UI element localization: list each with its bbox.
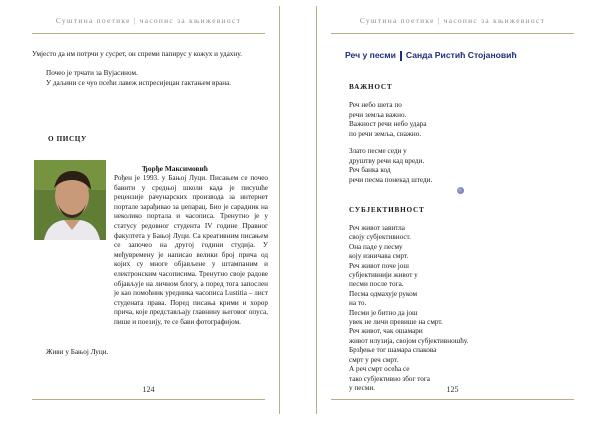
left-page (18, 6, 280, 414)
poem-line: Она паде у песму (349, 242, 403, 251)
poem-line: Реч живот поче још (349, 261, 409, 270)
intro-line-3: У даљини се чуо псећи лавеж испресијецан гактањем врана. (46, 79, 232, 87)
poem-title-text: Реч у песми (345, 50, 396, 60)
author-portrait-icon (34, 160, 106, 240)
closing-line: Живи у Бањој Луци. (46, 348, 109, 356)
author-bio-wrap (114, 174, 268, 326)
poem-line: Реч живот завитла (349, 224, 405, 232)
stanza-3 (349, 224, 468, 393)
poem-line: по речи земља, снажно. (349, 129, 422, 138)
poem-line: тако субјективно због тога (349, 374, 431, 383)
left-header-rule (32, 33, 265, 34)
stanza-1 (349, 101, 426, 139)
right-footer-rule (331, 399, 574, 400)
poem-line: у песми. (349, 383, 375, 392)
right-page (316, 6, 588, 414)
intro-line-2: Почео је трчати за Вујасином. (46, 69, 138, 77)
ornament-dot-icon (457, 187, 464, 194)
poem-line: Важност речи небо удара (349, 120, 427, 128)
poem-line: смрт у реч смрт. (349, 355, 399, 364)
author-name: Ђорђе Максимовић (142, 164, 208, 173)
author-photo (34, 160, 106, 240)
poem-line: друштву речи кад вреди. (349, 156, 425, 165)
section-importance-title: ВАЖНОСТ (349, 83, 393, 91)
stanza-2 (349, 147, 432, 185)
right-page-header: Суштина поетике | часопис за књижевност (359, 16, 546, 25)
poem-line: коју изничава смрт. (349, 252, 409, 261)
poem-line: Брзђење тог шамара спакова (349, 346, 437, 355)
poem-line: Реч живот, чак ошамари (349, 327, 423, 336)
poem-line: увек не личи превише на смрт. (349, 318, 443, 327)
poem-line: на то. (349, 299, 367, 308)
poem-line: Злато песме седи у (349, 147, 407, 155)
poem-line: Песма одмахује руком (349, 289, 418, 298)
right-header-rule (331, 33, 574, 34)
about-author-heading: О ПИСЦУ (48, 135, 87, 143)
section-subjectivity-title: СУБЈЕКТИВНОСТ (349, 206, 425, 214)
left-page-number: 124 (142, 385, 155, 394)
author-bio: Рођен је 1993. у Бањој Луци. Писањем се почео бавити у средњој школи када је писушће рецензије рачунарских производа за интернет портале зарађивао за џепарац. Био је сарадник на неколико портала и часописа. Тренутно је у статусу редовног студента IV године Правног факултета у Бањој Луци. Са креативним писањем се започео на другој години студија. У међувремену је написао велики број прича од којих су многе објављене у штампаним и електронским часописима. Тренутно своје радове објављује на личном блогу, а поред тога запослен је као помоћник уредника часописа Lustitia – лист студената права. Поред писања крими и хорор прича, које представљају главнину његовог опуса, пише и поезију, те се бави фотографијом. (114, 174, 268, 326)
poem-title (345, 50, 517, 61)
poem-author: Санда Ристић Стојановић (405, 50, 517, 60)
right-page-number: 125 (446, 385, 459, 394)
poem-line: Песми је битно да још (349, 308, 418, 317)
title-divider (400, 51, 402, 61)
poem-line: своју субјективност. (349, 233, 411, 242)
left-page-header: Суштина поетике | часопис за књижевност (55, 16, 242, 25)
poem-line: речи земља важно. (349, 110, 407, 119)
left-footer-rule (32, 399, 265, 400)
poem-line: песми после тога. (349, 280, 404, 289)
intro-line-1: Умјесто да им потрчи у сусрет, он спреми папирус у кожух и удахну. (32, 50, 242, 58)
poem-line: живот илузија, својом субјективношћу. (349, 336, 469, 345)
poem-line: Реч банка код (349, 166, 391, 174)
poem-line: А реч смрт осећа се (349, 365, 410, 374)
poem-line: Реч небо шета по (349, 101, 402, 109)
poem-line: субјективнији живот у (349, 271, 418, 280)
poem-line: речи песма понекад штеди. (349, 175, 433, 184)
